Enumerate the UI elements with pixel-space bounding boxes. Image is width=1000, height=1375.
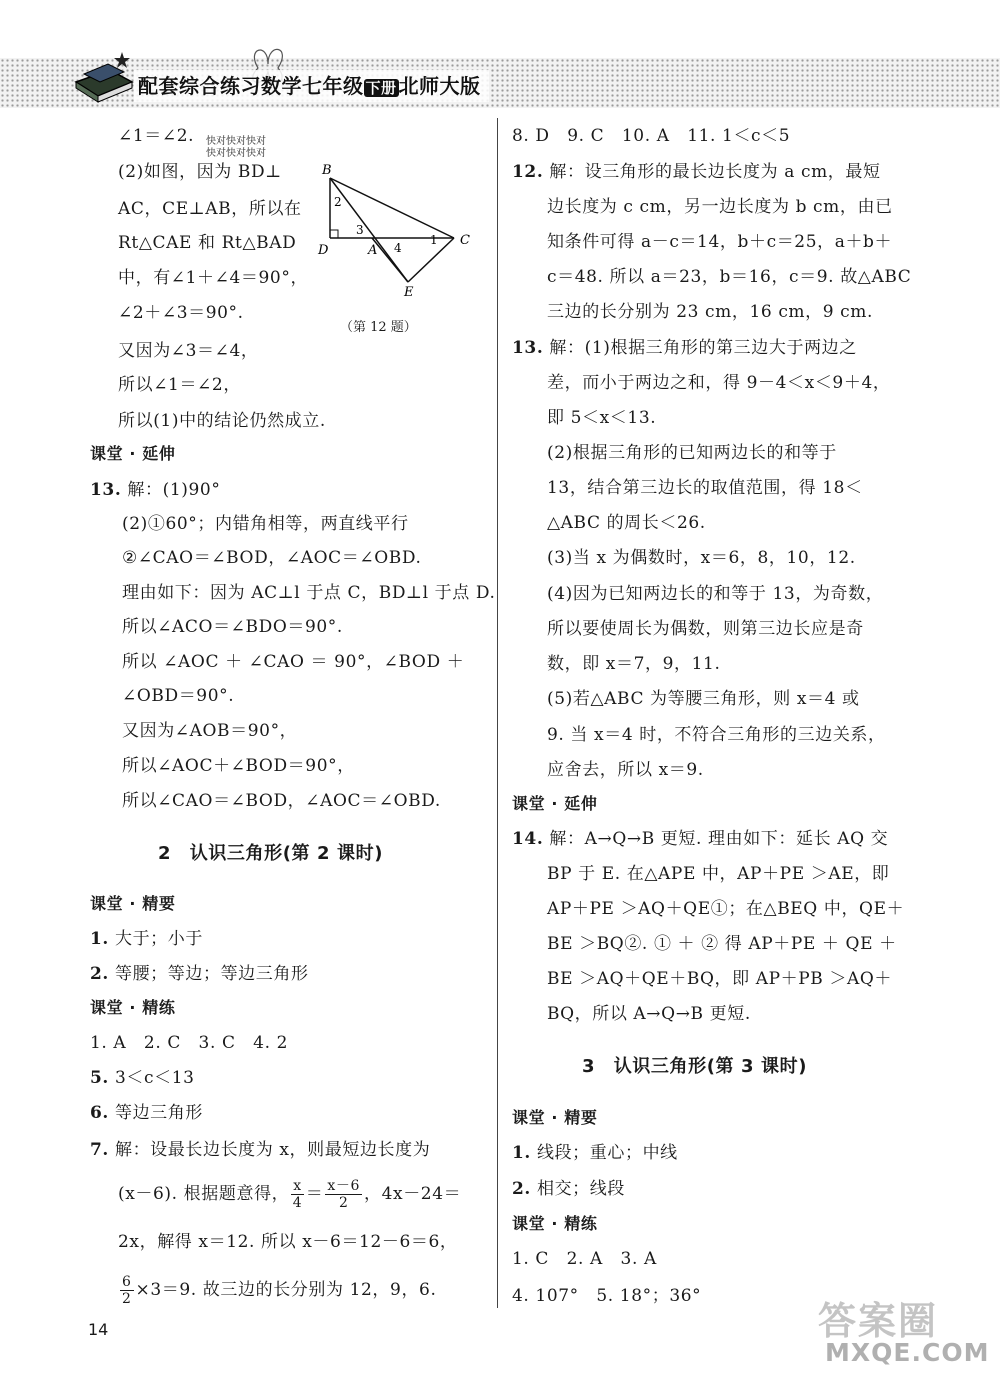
book-logo-icon <box>70 48 140 108</box>
section-label: 课堂 · 精要 <box>90 894 176 913</box>
text-line: 9. 当 x＝4 时，不符合三角形的三边关系， <box>547 725 886 745</box>
column-divider <box>497 118 498 1308</box>
question-14: 14. 解：A→Q→B 更短. 理由如下：延长 AQ 交 <box>512 829 889 849</box>
header-title <box>134 70 489 102</box>
angle-label-1: 1 <box>430 233 438 247</box>
answer-row: 5. 3＜c＜13 <box>90 1068 195 1088</box>
text-line: 所以(1)中的结论仍然成立. <box>118 411 326 431</box>
text-line: BP 于 E. 在△APE 中，AP＋PE ＞AE，即 <box>547 864 890 884</box>
figure-caption: （第 12 题） <box>340 320 417 335</box>
text-line: 中，有∠1＋∠4＝90°， <box>118 268 309 288</box>
text-line: 边长度为 c cm，另一边长度为 b cm，由已 <box>547 197 893 217</box>
angle-label-3: 3 <box>356 223 364 237</box>
text-line: BE ＞AQ＋QE＋BQ，即 AP＋PB ＞AQ＋ <box>547 969 892 989</box>
text-line: 所以∠AOC＋∠BOD＝90°， <box>122 756 355 776</box>
text-line: c＝48. 所以 a＝23，b＝16，c＝9. 故△ABC <box>547 267 912 287</box>
text-line: 所以 ∠AOC ＋ ∠CAO ＝ 90°，∠BOD ＋ <box>122 652 465 672</box>
text-line: ②∠CAO＝∠BOD，∠AOC＝∠OBD. <box>122 548 422 568</box>
text-line: 差，而小于两边之和，得 9－4＜x＜9＋4， <box>547 373 891 393</box>
text-line: 理由如下：因为 AC⊥l 于点 C，BD⊥l 于点 D. <box>122 583 496 603</box>
answer-row: 2. 等腰；等边；等边三角形 <box>90 964 309 984</box>
answer-row: 7. 解：设最长边长度为 x，则最短边长度为 <box>90 1140 431 1160</box>
answer-row: 1. 大于；小于 <box>90 929 203 949</box>
answer-row: 8. D 9. C 10. A 11. 1＜c＜5 <box>512 126 791 146</box>
text-line: △ABC 的周长＜26. <box>547 513 706 533</box>
triangle-figure <box>312 160 492 300</box>
section-label: 课堂 · 精要 <box>512 1108 598 1127</box>
volume-badge: 下册 <box>365 79 397 97</box>
watermark-url: MXQE.COM <box>825 1338 990 1367</box>
text-line: 应舍去，所以 x＝9. <box>547 760 704 780</box>
text-line: AC，CE⊥AB，所以在 <box>118 199 302 219</box>
question-13-right: 13. 解：(1)根据三角形的第三边大于两边之 <box>512 338 857 358</box>
section-label: 课堂 · 延伸 <box>90 444 176 463</box>
fraction: $\frac{x}{4}$ <box>292 1178 303 1211</box>
text-line: 知条件可得 a－c＝14，b＋c＝25，a＋b＋ <box>547 232 893 252</box>
text-line: 2x，解得 x＝12. 所以 x－6＝12－6＝6， <box>118 1232 458 1252</box>
text-line: (2)根据三角形的已知两边长的和等于 <box>547 443 837 463</box>
text-line: 又因为∠3＝∠4， <box>118 341 259 361</box>
section-label: 课堂 · 精练 <box>90 998 176 1017</box>
equation-line: $\frac{6}{2}$ ×3＝9. 故三边的长分别为 12，9，6. <box>122 1274 437 1307</box>
text-line: (3)当 x 为偶数时，x＝6，8，10，12. <box>547 548 856 568</box>
question-number: 13. <box>90 480 122 500</box>
section-label: 课堂 · 延伸 <box>512 794 598 813</box>
angle-label-4: 4 <box>394 241 402 255</box>
lesson-heading: 3 认识三角形(第 3 课时) <box>582 1056 808 1077</box>
text-line: 所以要使周长为偶数，则第三边长应是奇 <box>547 619 864 639</box>
fraction: $\frac{6}{2}$ <box>122 1274 132 1307</box>
edition-label: 北师大版 <box>398 74 481 98</box>
answer-row: 2. 相交；线段 <box>512 1179 625 1199</box>
text-line: 所以∠ACO＝∠BDO＝90°. <box>122 617 343 637</box>
answer-row: 1. 线段；重心；中线 <box>512 1143 678 1163</box>
angle-label-2: 2 <box>334 195 342 209</box>
text-line: 即 5＜x＜13. <box>547 408 657 428</box>
text-line: 13，结合第三边长的取值范围，得 18＜ <box>547 478 863 498</box>
answer-row: 1. A 2. C 3. C 4. 2 <box>90 1033 289 1053</box>
text-line: 三边的长分别为 23 cm，16 cm，9 cm. <box>547 302 874 322</box>
label-A: A <box>368 243 378 258</box>
text-line: (2)如图，因为 BD⊥ <box>118 162 282 182</box>
answer-row: 6. 等边三角形 <box>90 1103 203 1123</box>
text-line: (5)若△ABC 为等腰三角形，则 x＝4 或 <box>547 689 860 709</box>
handwritten-note: 快对快对快对 快对快对快对 <box>206 136 266 159</box>
text-line: 又因为∠AOB＝90°， <box>122 721 298 741</box>
text-line: AP＋PE ＞AQ＋QE①；在△BEQ 中，QE＋ <box>547 899 905 919</box>
section-label: 课堂 · 精练 <box>512 1214 598 1233</box>
label-D: D <box>318 243 329 258</box>
text-line: 所以∠CAO＝∠BOD，∠AOC＝∠OBD. <box>122 791 441 811</box>
label-B: B <box>322 163 332 178</box>
answer-row: 1. C 2. A 3. A <box>512 1249 657 1269</box>
text-line: BE ＞BQ②. ① ＋ ② 得 AP＋PE ＋ QE ＋ <box>547 934 897 954</box>
book-title: 配套综合练习数学七年级 <box>138 74 364 98</box>
label-C: C <box>460 233 470 248</box>
answer-text: 解：(1)90° <box>127 480 221 500</box>
text-line: ∠2＋∠3＝90°. <box>118 303 244 323</box>
text-line: ∠OBD＝90°. <box>122 686 235 706</box>
lesson-heading: 2 认识三角形(第 2 课时) <box>158 843 384 864</box>
text-line: BQ，所以 A→Q→B 更短. <box>547 1004 751 1024</box>
text-line: (4)因为已知两边长的和等于 13，为奇数， <box>547 584 884 604</box>
question-12: 12. 解：设三角形的最长边长度为 a cm，最短 <box>512 162 881 182</box>
page-number: 14 <box>88 1320 109 1339</box>
watermark-logo: 答案圈 <box>818 1299 939 1343</box>
text-line: ∠1＝∠2. <box>118 126 195 146</box>
text-line: Rt△CAE 和 Rt△BAD <box>118 233 297 253</box>
fraction: $\frac{x-6}{2}$ <box>327 1178 360 1211</box>
label-E: E <box>404 285 414 300</box>
answer-row: 4. 107° 5. 18°；36° <box>512 1286 702 1306</box>
text-line: (2)①60°；内错角相等，两直线平行 <box>122 514 409 534</box>
text-line: 数，即 x＝7，9，11. <box>547 654 721 674</box>
question-13 <box>90 478 220 502</box>
equation-line: (x－6). 根据题意得， $\frac{x}{4}$ ＝ $\frac{x-6}{2}$ ，4x－24＝ <box>118 1178 462 1211</box>
text-line: 所以∠1＝∠2， <box>118 375 241 395</box>
